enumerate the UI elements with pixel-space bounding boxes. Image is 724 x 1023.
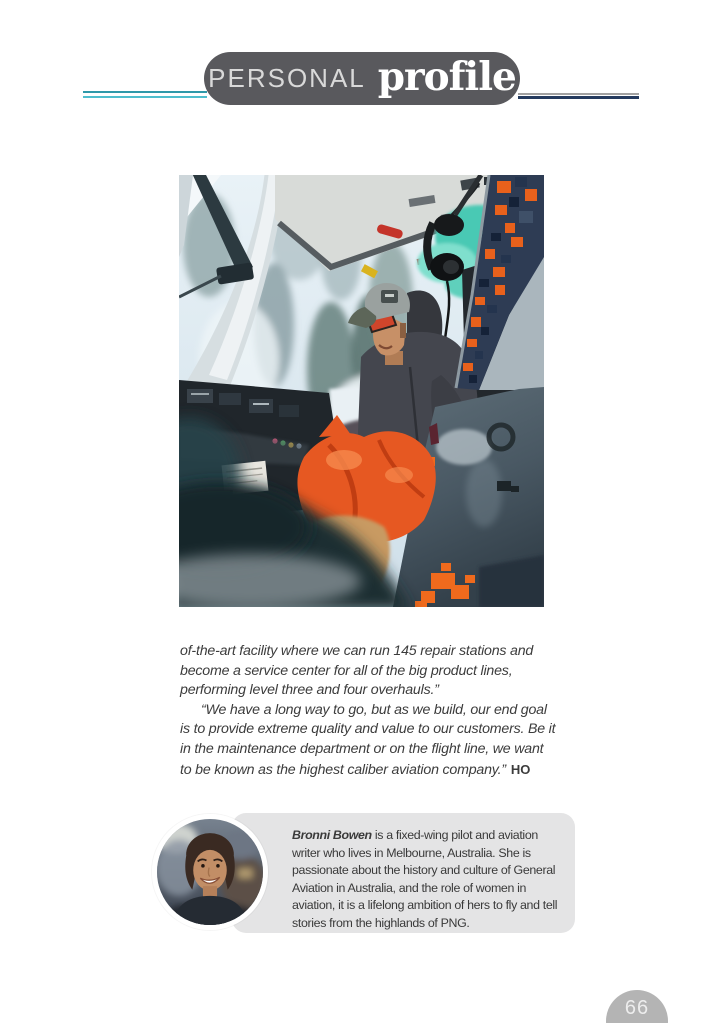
bio-text: Bronni Bowen is a fixed-wing pilot and aviation writer who lives in Melbourne, Australia. She is passionate about the history and culture of General Aviation in Australia, and the role of women in aviation, it is a lifelong ambition of hers to fly and tell stories from the highlands of PNG. — [292, 828, 558, 930]
author-avatar — [152, 814, 268, 930]
author-portrait-illustration — [157, 819, 263, 925]
article-paragraph: of-the-art facility where we can run 145 repair stations and become a service center for all of the big product lines, performing level three and four overhauls.” — [180, 643, 534, 699]
cockpit-photo-illustration — [179, 175, 544, 607]
article-end-mark: HO — [510, 761, 531, 777]
article-body — [180, 642, 558, 780]
face — [193, 850, 227, 891]
page-number-badge — [606, 990, 668, 1023]
header-rule-left-teal — [83, 91, 207, 93]
section-title: profile — [377, 53, 516, 100]
page-number: 66 — [624, 997, 650, 1019]
header-rule-right-navy — [518, 96, 639, 99]
article-paragraph: “We have a long way to go, but as we build, our end goal is to provide extreme quality and value to our customers. Be it in the maintenance department or on the flight line, we want to be known as the highest caliber aviation company.” HO — [180, 701, 556, 778]
header-rule-right-gray — [518, 93, 639, 95]
bio-box — [232, 813, 575, 933]
section-badge — [204, 52, 520, 105]
section-kicker: PERSONAL — [208, 63, 366, 93]
cockpit-photo — [179, 175, 544, 607]
bio-author-name: Bronni Bowen — [292, 828, 372, 842]
header-rule-left-cyan — [83, 96, 207, 98]
